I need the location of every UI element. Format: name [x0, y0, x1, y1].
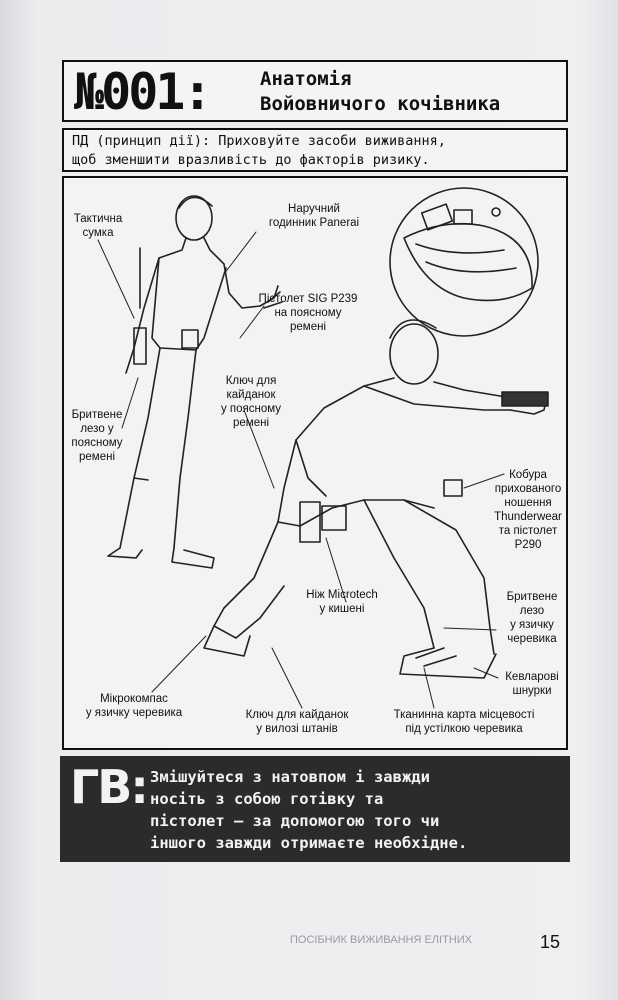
label-holster: Кобура прихованого ношення Thunderwear та пістолет P290 [494, 469, 562, 551]
label-watch: Наручний годинник Panerai [268, 203, 360, 229]
gv-line-1: Змішуйтеся з натовпом і завжди [150, 768, 430, 786]
gv-box [60, 756, 570, 862]
illustration-drawing [64, 178, 568, 750]
gv-line-4: іншого завжди отримаєте необхідне. [150, 834, 468, 852]
principle-line-2: щоб зменшити вразливість до факторів ризику. [72, 152, 430, 168]
label-knife: Ніж Microtech у кишені [306, 589, 378, 615]
gv-line-3: пістолет — за допомогою того чи [150, 812, 440, 830]
gv-tag: ГВ: [70, 760, 147, 814]
label-razor-boot: Бритвене лезо у язичку черевика [506, 591, 558, 645]
label-compass: Мікрокомпас у язичку черевика [85, 693, 183, 719]
gv-line-2: носіть з собою готівку та [150, 790, 384, 808]
label-tactical-bag: Тактична сумка [73, 213, 123, 239]
boot-zoom-circle [390, 188, 538, 336]
label-pistol-belt: Пістолет SIG P239 на поясному ремені [258, 293, 358, 333]
label-map: Тканинна карта місцевості під устілкою черевика [393, 709, 535, 735]
label-razor-belt: Бритвене лезо у поясному ремені [71, 409, 123, 463]
principle-line-1: ПД (принцип дії): Приховуйте засоби виживання, [72, 133, 446, 149]
title-box [62, 60, 568, 122]
gv-text [150, 766, 560, 854]
title-line-2: Войовничого кочівника [260, 93, 501, 115]
label-kevlar: Кевларові шнурки [505, 671, 559, 697]
label-handcuff-key-belt: Ключ для кайданок у поясному ремені [220, 375, 282, 429]
title-line-1: Анатомія [260, 68, 352, 90]
label-handcuff-key-pants: Ключ для кайданок у вилозі штанів [245, 709, 349, 735]
principle-box [62, 128, 568, 172]
illustration-panel [62, 176, 568, 750]
page-number: 15 [540, 932, 561, 952]
entry-number: №001: [74, 63, 210, 121]
running-title: ПОСІБНИК ВИЖИВАННЯ ЕЛІТНИХ [290, 934, 473, 946]
